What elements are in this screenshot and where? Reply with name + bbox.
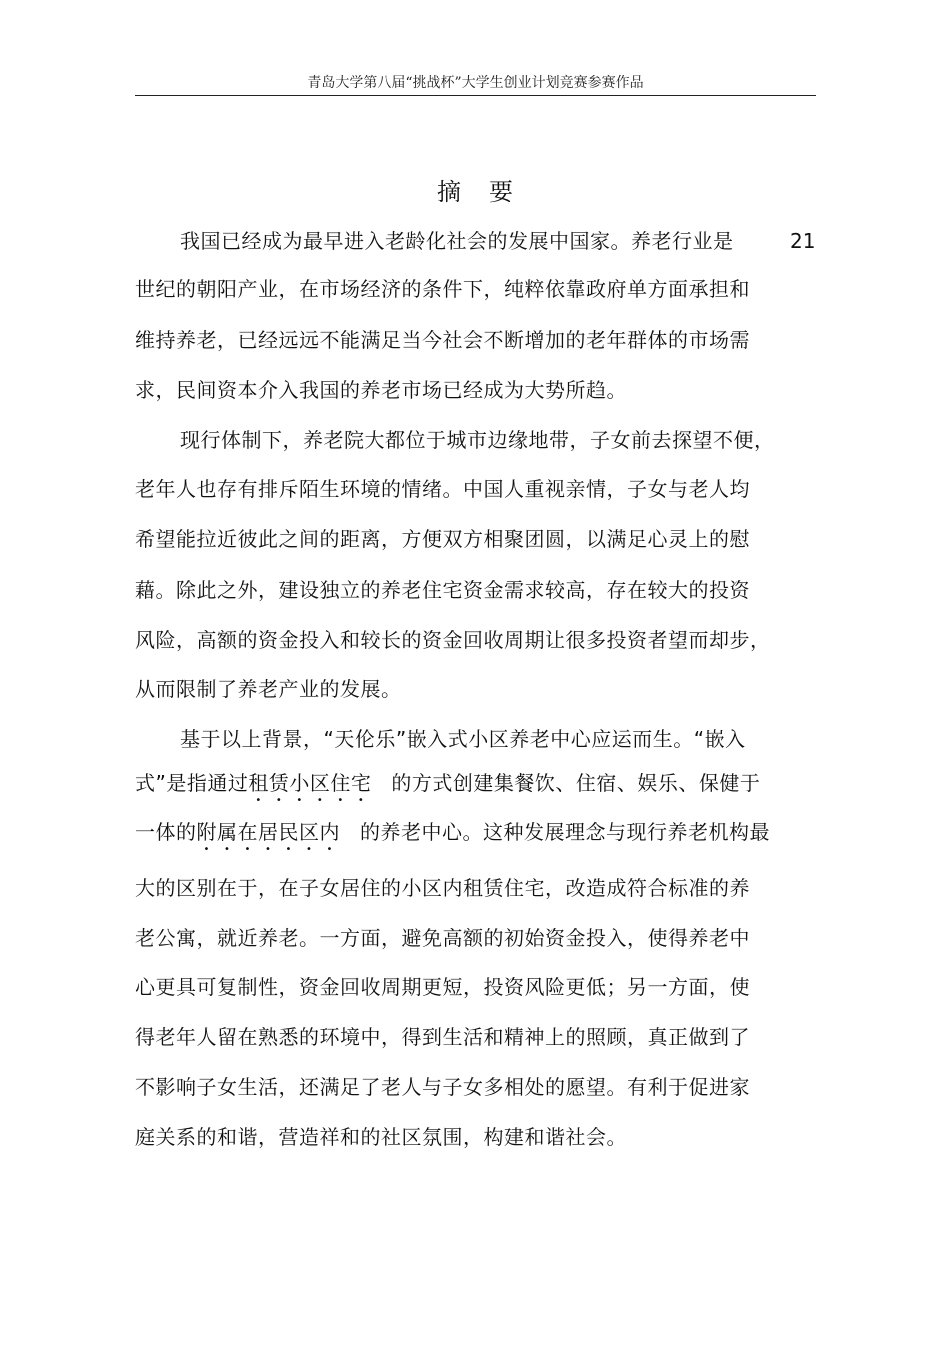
- p1-line-1-number: 21: [790, 229, 816, 253]
- p1-line-4: 求，民间资本介入我国的养老市场已经成为大势所趋。: [135, 378, 627, 402]
- p3-line-8: 不影响子女生活，还满足了老人与子女多相处的愿望。有利于促进家: [135, 1075, 750, 1099]
- p2-line-3: 希望能拉近彼此之间的距离，方便双方相聚团圆，以满足心灵上的慰: [135, 527, 750, 551]
- p1-line-3: 维持养老，已经远远不能满足当今社会不断增加的老年群体的市场需: [135, 328, 750, 352]
- emphasis-attached-residential: 附属在居民区内: [196, 820, 340, 844]
- p3-line-1: 基于以上背景，“天伦乐”嵌入式小区养老中心应运而生。“嵌入: [180, 727, 746, 751]
- p3-line-6: 心更具可复制性，资金回收周期更短，投资风险更低；另一方面，使: [135, 975, 750, 999]
- p3-line-2: [135, 768, 760, 806]
- p3-line-7: 得老年人留在熟悉的环境中，得到生活和精神上的照顾，真正做到了: [135, 1025, 750, 1049]
- p2-line-6: 从而限制了养老产业的发展。: [135, 677, 402, 701]
- p3-line-2-a: 式”是指通过: [135, 771, 249, 795]
- p2-line-5: 风险，高额的资金投入和较长的资金回收周期让很多投资者望而却步，: [135, 628, 771, 652]
- p3-line-3: [135, 817, 770, 855]
- header-title: 青岛大学第八届“挑战杯”大学生创业计划竞赛参赛作品: [307, 75, 644, 91]
- p3-line-4: 大的区别在于，在子女居住的小区内租赁住宅，改造成符合标准的养: [135, 876, 750, 900]
- p3-line-5: 老公寓，就近养老。一方面，避免高额的初始资金投入，使得养老中: [135, 926, 750, 950]
- p3-line-3-c: 的养老中心。这种发展理念与现行养老机构最: [360, 820, 770, 844]
- emphasis-rent-housing: 租赁小区住宅: [248, 771, 372, 795]
- p3-line-2-c: 的方式创建集餐饮、住宿、娱乐、保健于: [391, 771, 761, 795]
- p2-line-2: 老年人也存有排斥陌生环境的情绪。中国人重视亲情，子女与老人均: [135, 477, 750, 501]
- page-header: [135, 66, 816, 96]
- page-title: 摘要: [437, 178, 541, 206]
- p3-line-9: 庭关系的和谐，营造祥和的社区氛围，构建和谐社会。: [135, 1125, 627, 1149]
- p2-line-1: 现行体制下，养老院大都位于城市边缘地带，子女前去探望不便，: [180, 428, 775, 452]
- p3-line-3-a: 一体的: [135, 820, 197, 844]
- p1-line-1: 我国已经成为最早进入老龄化社会的发展中国家。养老行业是: [180, 229, 734, 253]
- p2-line-4: 藉。除此之外，建设独立的养老住宅资金需求较高，存在较大的投资: [135, 578, 750, 602]
- p1-line-2: 世纪的朝阳产业，在市场经济的条件下，纯粹依靠政府单方面承担和: [135, 277, 750, 301]
